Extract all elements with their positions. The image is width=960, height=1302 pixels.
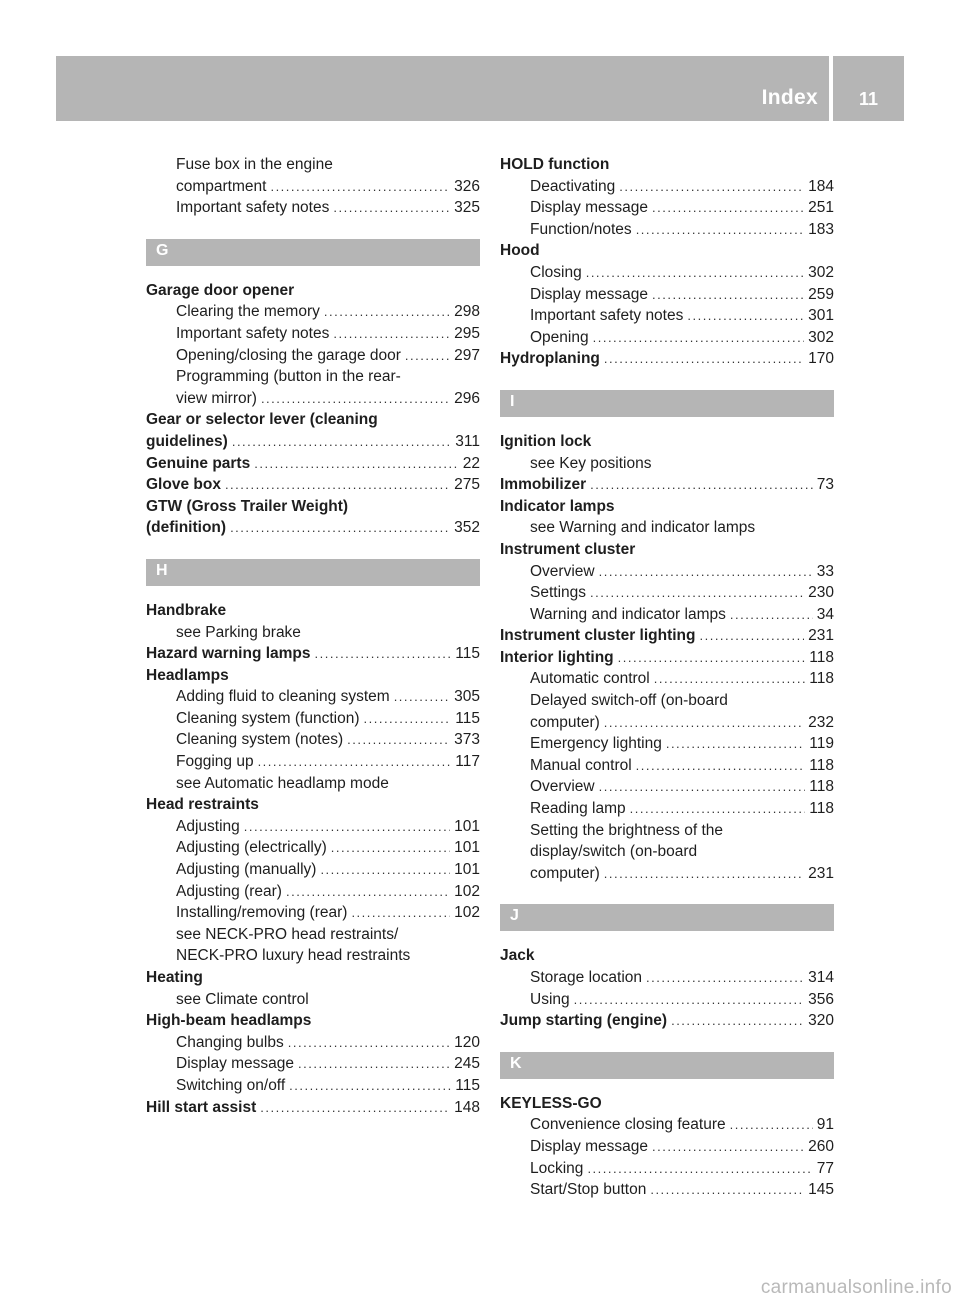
index-subentry: [146, 301, 480, 323]
section-header: [500, 390, 834, 417]
dot-leader: [587, 1158, 812, 1180]
page-ref[interactable]: 295: [454, 324, 480, 342]
entry-text: Indicator lamps: [500, 497, 615, 515]
index-subentry: [500, 284, 834, 306]
index-subentry: [146, 154, 480, 176]
index-subentry: [146, 176, 480, 198]
header-title: Index: [761, 86, 818, 109]
dot-leader: [636, 219, 804, 241]
index-subentry: [500, 262, 834, 284]
index-subentry: [146, 902, 480, 924]
index-subentry: [500, 582, 834, 604]
entry-text: Jump starting (engine): [500, 1012, 668, 1030]
page-number: 11: [858, 89, 878, 109]
index-entry: [146, 409, 480, 431]
entry-text: GTW (Gross Trailer Weight): [146, 497, 349, 515]
dot-leader: [666, 733, 805, 755]
index-entry: [500, 154, 834, 176]
index-entry: [500, 240, 834, 262]
entry-text: Start/Stop button: [530, 1181, 647, 1199]
index-entry: [146, 496, 480, 518]
section-header: [500, 904, 834, 931]
entry-text: Opening/closing the garage door: [176, 346, 401, 364]
index-subentry: [500, 690, 834, 712]
dot-leader: [315, 643, 452, 665]
dot-leader: [687, 305, 804, 327]
dot-leader: [260, 1097, 450, 1119]
page-ref[interactable]: 325: [454, 199, 480, 217]
index-entry: [500, 431, 834, 453]
entry-text: Display message: [530, 1137, 649, 1155]
index-subentry: [146, 729, 480, 751]
dot-leader: [590, 582, 804, 604]
entry-text: Important safety notes: [176, 199, 330, 217]
index-subentry: [500, 1136, 834, 1158]
page-ref[interactable]: 77: [816, 1159, 834, 1177]
header-divider: [829, 56, 833, 121]
dot-leader: [230, 517, 450, 539]
index-subentry: [146, 751, 480, 773]
entry-text: Installing/removing (rear): [176, 904, 348, 922]
dot-leader: [730, 604, 813, 626]
dot-leader: [351, 902, 450, 924]
dot-leader: [289, 1075, 451, 1097]
dot-leader: [619, 176, 804, 198]
index-subentry: [146, 388, 480, 410]
entry-text: Instrument cluster: [500, 540, 636, 558]
index-subentry: [146, 859, 480, 881]
page-ref[interactable]: 102: [454, 904, 480, 922]
section-header: [500, 1052, 834, 1079]
index-subentry: [146, 1032, 480, 1054]
entry-text: Overview: [530, 562, 595, 580]
index-entry: [500, 474, 834, 496]
dot-leader: [593, 327, 805, 349]
page-ref[interactable]: 314: [808, 969, 834, 986]
dot-leader: [604, 863, 804, 885]
entry-text: KEYLESS-GO: [500, 1094, 602, 1112]
dot-leader: [347, 729, 450, 751]
page-ref[interactable]: 115: [455, 645, 480, 663]
dot-leader: [599, 776, 806, 798]
entry-text: Display message: [176, 1055, 295, 1073]
entry-text: Overview: [530, 778, 595, 796]
page-ref[interactable]: 119: [809, 735, 834, 753]
index-subentry: [146, 924, 480, 946]
index-subentry: [500, 1158, 834, 1180]
section-letter: K: [510, 1054, 522, 1072]
page-ref[interactable]: 33: [816, 562, 834, 580]
index-entry: [146, 431, 480, 453]
section-letter: H: [156, 561, 168, 579]
dot-leader: [654, 668, 806, 690]
dot-leader: [298, 1053, 450, 1075]
dot-leader: [225, 474, 450, 496]
entry-text: view mirror): [176, 389, 257, 407]
entry-text: Ignition lock: [500, 432, 592, 450]
dot-leader: [270, 176, 450, 198]
entry-text: Hill start assist: [146, 1098, 257, 1116]
page-ref[interactable]: 118: [809, 800, 834, 818]
entry-text: HOLD function: [500, 156, 610, 173]
dot-leader: [671, 1010, 804, 1032]
page-ref[interactable]: 101: [454, 861, 480, 879]
index-subentry: [500, 219, 834, 241]
index-subentry: [146, 345, 480, 367]
page-header: [56, 56, 904, 121]
index-entry: [500, 647, 834, 669]
index-subentry: [500, 967, 834, 989]
index-subentry: [500, 668, 834, 690]
entry-text: display/switch (on-board: [530, 843, 698, 861]
index-subentry: [500, 197, 834, 219]
page-ref[interactable]: 102: [454, 882, 480, 900]
index-column-right: [500, 154, 834, 1201]
entry-text: Heating: [146, 969, 203, 986]
dot-leader: [699, 625, 804, 647]
entry-text: Hydroplaning: [500, 350, 600, 368]
section-header: [146, 239, 480, 266]
dot-leader: [599, 561, 813, 583]
index-subentry: [500, 453, 834, 475]
entry-text: see Warning and indicator lamps: [530, 519, 756, 537]
page-ref[interactable]: 301: [808, 307, 834, 325]
entry-text: Changing bulbs: [176, 1033, 284, 1051]
dot-leader: [364, 708, 452, 730]
index-subentry: [146, 708, 480, 730]
entry-text: Cleaning system (notes): [176, 731, 344, 749]
dot-leader: [254, 453, 459, 475]
page-ref[interactable]: 118: [809, 648, 834, 666]
index-entry: [500, 348, 834, 370]
page-ref[interactable]: 326: [454, 177, 480, 195]
index-subentry: [500, 776, 834, 798]
page-ref[interactable]: 259: [808, 285, 834, 303]
entry-text: Function/notes: [530, 220, 632, 238]
index-subentry: [146, 773, 480, 795]
index-subentry: [146, 197, 480, 219]
dot-leader: [646, 967, 804, 989]
page-ref[interactable]: 73: [816, 476, 834, 494]
page-ref[interactable]: 297: [454, 346, 480, 364]
entry-text: see Parking brake: [176, 623, 301, 641]
entry-text: Head restraints: [146, 796, 259, 814]
entry-text: Immobilizer: [500, 476, 587, 494]
entry-text: Jack: [500, 947, 535, 965]
entry-text: Clearing the memory: [176, 303, 320, 321]
entry-text: Adding fluid to cleaning system: [176, 688, 390, 706]
index-subentry: [146, 686, 480, 708]
entry-text: Deactivating: [530, 177, 616, 195]
entry-text: see NECK-PRO head restraints/: [176, 925, 399, 943]
entry-text: Setting the brightness of the: [530, 821, 724, 839]
entry-text: Cleaning system (function): [176, 709, 360, 727]
entry-text: compartment: [176, 177, 267, 195]
dot-leader: [258, 751, 452, 773]
dot-leader: [333, 323, 450, 345]
dot-leader: [394, 686, 450, 708]
index-subentry: [146, 837, 480, 859]
entry-text: Display message: [530, 285, 649, 303]
page-ref[interactable]: 305: [454, 688, 480, 706]
entry-text: High-beam headlamps: [146, 1012, 312, 1030]
entry-text: Gear or selector lever (cleaning: [146, 411, 378, 429]
entry-text: Convenience closing feature: [530, 1116, 726, 1134]
dot-leader: [574, 989, 804, 1011]
index-subentry: [500, 1114, 834, 1136]
page-ref[interactable]: 115: [455, 709, 480, 727]
index-subentry: [500, 798, 834, 820]
index-entry: [500, 539, 834, 561]
dot-leader: [652, 284, 804, 306]
index-subentry: [500, 733, 834, 755]
entry-text: Closing: [530, 263, 582, 281]
page-ref[interactable]: 117: [455, 753, 480, 771]
dot-leader: [331, 837, 450, 859]
page-ref[interactable]: 22: [462, 454, 480, 472]
index-entry: [500, 1010, 834, 1032]
index-subentry: [500, 305, 834, 327]
index-subentry: [500, 1179, 834, 1201]
index-subentry: [500, 176, 834, 198]
index-subentry: [146, 366, 480, 388]
page-ref[interactable]: 115: [455, 1076, 480, 1094]
index-subentry: [146, 1053, 480, 1075]
index-subentry: [146, 1075, 480, 1097]
index-subentry: [146, 989, 480, 1011]
entry-text: Display message: [530, 199, 649, 217]
index-entry: [146, 665, 480, 687]
page-ref[interactable]: 298: [454, 303, 480, 321]
index-subentry: [146, 816, 480, 838]
dot-leader: [232, 431, 451, 453]
dot-leader: [333, 197, 450, 219]
index-subentry: [500, 755, 834, 777]
index-entry: [500, 496, 834, 518]
entry-text: Important safety notes: [530, 307, 684, 325]
index-entry: [146, 453, 480, 475]
page-ref[interactable]: 34: [816, 605, 834, 623]
dot-leader: [405, 345, 450, 367]
page-ref[interactable]: 118: [809, 756, 834, 774]
index-entry: [500, 625, 834, 647]
entry-text: Settings: [530, 584, 587, 602]
entry-text: Important safety notes: [176, 324, 330, 342]
index-subentry: [146, 945, 480, 967]
entry-text: Programming (button in the rear-: [176, 368, 401, 386]
entry-text: Handbrake: [146, 601, 227, 619]
entry-text: Manual control: [530, 756, 632, 774]
page-ref[interactable]: 232: [808, 713, 834, 731]
index-entry: [500, 1093, 834, 1115]
section-header: [146, 559, 480, 586]
page-ref[interactable]: 101: [454, 817, 480, 835]
index-subentry: [146, 622, 480, 644]
entry-text: Fuse box in the engine: [176, 156, 333, 173]
page-ref[interactable]: 302: [808, 263, 834, 281]
entry-text: Interior lighting: [500, 648, 614, 666]
entry-text: Adjusting (manually): [176, 861, 317, 879]
page-ref[interactable]: 183: [808, 220, 834, 238]
entry-text: Warning and indicator lamps: [530, 605, 726, 623]
dot-leader: [652, 197, 804, 219]
index-entry: [146, 967, 480, 989]
page-ref[interactable]: 120: [454, 1033, 480, 1051]
entry-text: Hood: [500, 242, 540, 260]
index-subentry: [500, 561, 834, 583]
page-ref[interactable]: 230: [808, 584, 834, 602]
entry-text: Hazard warning lamps: [146, 645, 311, 663]
dot-leader: [324, 301, 450, 323]
dot-leader: [636, 755, 806, 777]
entry-text: Garage door opener: [146, 281, 295, 299]
page-ref[interactable]: 302: [808, 328, 834, 346]
entry-text: see Automatic headlamp mode: [176, 774, 389, 792]
entry-text: Switching on/off: [176, 1076, 286, 1094]
page-ref[interactable]: 148: [454, 1098, 480, 1116]
page-ref[interactable]: 145: [808, 1181, 834, 1199]
section-letter: G: [156, 241, 169, 259]
page-ref[interactable]: 260: [808, 1137, 834, 1155]
index-subentry: [500, 841, 834, 863]
dot-leader: [618, 647, 806, 669]
dot-leader: [320, 859, 450, 881]
watermark: carmanualsonline.info: [760, 1277, 952, 1298]
entry-text: Adjusting: [176, 817, 240, 835]
entry-text: Genuine parts: [146, 454, 251, 472]
index-subentry: [500, 604, 834, 626]
dot-leader: [244, 816, 450, 838]
index-entry: [146, 1097, 480, 1119]
page-ref[interactable]: 251: [808, 199, 834, 217]
index-entry: [146, 1010, 480, 1032]
entry-text: Storage location: [530, 969, 643, 986]
entry-text: Emergency lighting: [530, 735, 662, 753]
index-subentry: [146, 323, 480, 345]
index-subentry: [500, 712, 834, 734]
index-entry: [146, 517, 480, 539]
page-ref[interactable]: 311: [455, 432, 480, 450]
entry-text: Fogging up: [176, 753, 254, 771]
page-ref[interactable]: 296: [454, 389, 480, 407]
index-column-left: [146, 154, 480, 1118]
entry-text: Opening: [530, 328, 589, 346]
index-entry: [146, 600, 480, 622]
entry-text: Locking: [530, 1159, 584, 1177]
entry-text: Delayed switch-off (on-board: [530, 692, 728, 710]
page-ref[interactable]: 275: [454, 476, 480, 494]
dot-leader: [650, 1179, 804, 1201]
dot-leader: [652, 1136, 804, 1158]
entry-text: computer): [530, 713, 600, 731]
page-ref[interactable]: 118: [809, 670, 834, 688]
entry-text: Adjusting (rear): [176, 882, 282, 900]
index-entry: [500, 945, 834, 967]
section-letter: J: [510, 907, 519, 925]
entry-text: see Key positions: [530, 454, 652, 472]
page-ref[interactable]: 91: [816, 1116, 834, 1134]
entry-text: Glove box: [146, 476, 221, 494]
index-subentry: [500, 517, 834, 539]
entry-text: Adjusting (electrically): [176, 839, 327, 857]
entry-text: Instrument cluster lighting: [500, 627, 696, 645]
entry-text: Automatic control: [530, 670, 650, 688]
index-subentry: [500, 989, 834, 1011]
dot-leader: [604, 712, 804, 734]
page-ref[interactable]: 245: [454, 1055, 480, 1073]
page-ref[interactable]: 184: [808, 177, 834, 195]
dot-leader: [590, 474, 813, 496]
dot-leader: [730, 1114, 813, 1136]
entry-text: guidelines): [146, 432, 228, 450]
index-entry: [146, 794, 480, 816]
index-subentry: [500, 327, 834, 349]
page-ref[interactable]: 231: [808, 627, 834, 645]
dot-leader: [286, 881, 450, 903]
entry-text: Reading lamp: [530, 800, 626, 818]
page-ref[interactable]: 373: [454, 731, 480, 749]
index-subentry: [500, 820, 834, 842]
dot-leader: [586, 262, 804, 284]
index-subentry: [500, 863, 834, 885]
page-ref[interactable]: 320: [808, 1012, 834, 1030]
entry-text: NECK-PRO luxury head restraints: [176, 947, 411, 965]
entry-text: Headlamps: [146, 666, 229, 684]
index-subentry: [146, 881, 480, 903]
page-ref[interactable]: 352: [454, 519, 480, 537]
entry-text: see Climate control: [176, 990, 309, 1008]
page-ref[interactable]: 356: [808, 990, 834, 1008]
index-entry: [146, 474, 480, 496]
page-ref[interactable]: 170: [808, 350, 834, 368]
dot-leader: [630, 798, 806, 820]
entry-text: Using: [530, 990, 570, 1008]
index-entry: [146, 643, 480, 665]
page-ref[interactable]: 118: [809, 778, 834, 796]
dot-leader: [261, 388, 450, 410]
section-letter: I: [510, 392, 515, 410]
dot-leader: [604, 348, 804, 370]
entry-text: (definition): [146, 519, 227, 537]
dot-leader: [288, 1032, 450, 1054]
page-ref[interactable]: 101: [454, 839, 480, 857]
entry-text: computer): [530, 864, 600, 882]
page-ref[interactable]: 231: [808, 864, 834, 882]
index-entry: [146, 280, 480, 302]
